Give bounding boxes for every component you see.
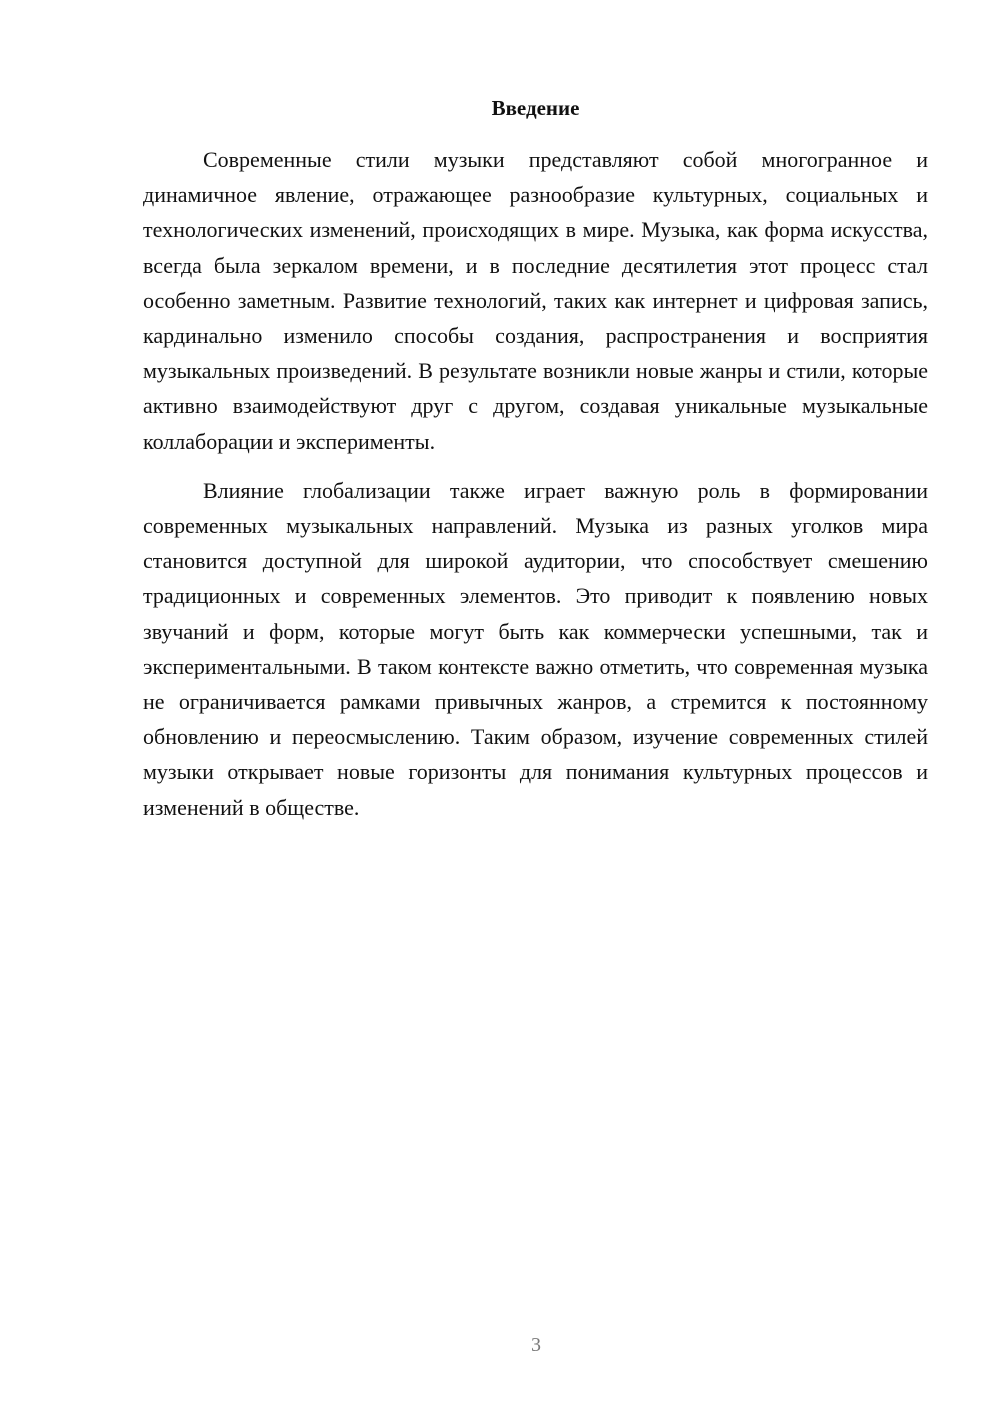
intro-paragraph-1: Современные стили музыки представляют собой многогранное и динамичное явление, отражающее разнообразие культурных, социальных и технологических изменений, происходящих в мире. Музыка, как форма искусства, всегда была зеркалом времени, и в последние десятилетия этот процесс стал особенно заметным. Развитие технологий, таких как интернет и цифровая запись, кардинально изменило способы создания, распространения и восприятия музыкальных произведений. В результате возникли новые жанры и стили, которые активно взаимодействуют друг с другом, создавая уникальные музыкальные коллаборации и эксперименты. bbox=[143, 147, 928, 454]
section-heading: Введение bbox=[491, 96, 580, 120]
page-number: 3 bbox=[531, 1334, 541, 1356]
page-content bbox=[143, 94, 928, 825]
intro-paragraph-2: Влияние глобализации также играет важную роль в формировании современных музыкальных направлений. Музыка из разных уголков мира становится доступной для широкой аудитории, что способствует смешению традиционных и современных элементов. Это приводит к появлению новых звучаний и форм, которые могут быть как коммерчески успешными, так и экспериментальными. В таком контексте важно отметить, что современная музыка не ограничивается рамками привычных жанров, а стремится к постоянному обновлению и переосмыслению. Таким образом, изучение современных стилей музыки открывает новые горизонты для понимания культурных процессов и изменений в обществе. bbox=[143, 477, 928, 820]
